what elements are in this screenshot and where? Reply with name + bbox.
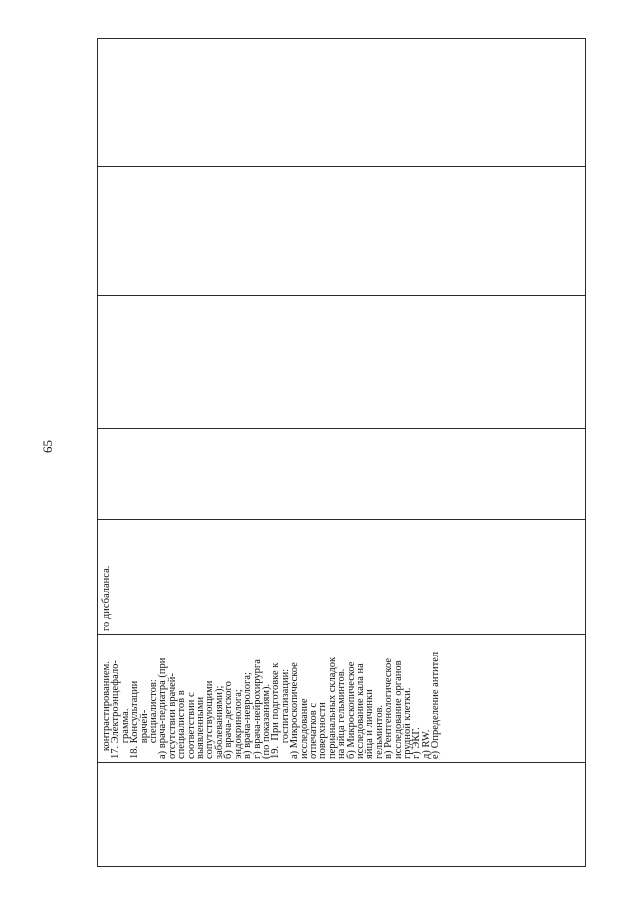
- table-column-empty-5: [98, 296, 586, 429]
- page-number: 65: [40, 440, 55, 453]
- table-column-empty-1: [98, 763, 586, 867]
- treatment-table: [97, 38, 586, 867]
- continuation-text: го дисбаланса.: [101, 565, 112, 631]
- table-column-continuation: [98, 520, 586, 635]
- table-column-empty-7: [98, 39, 586, 167]
- table-column-empty-6: [98, 167, 586, 296]
- table-column-empty-4: [98, 429, 586, 520]
- treatment-table-rotated: [98, 39, 586, 867]
- services-list-text: контрастированием. 17. Электроэнцефало- грамма. 18. Консультации врачей- специалистов: а) врача-педиатра (при отсутствии врачей- специалистов в соответствии с выявленными сопутствующими заболеваниями); б) врача-детского эндокринолога; в) врача-невролога; г) врача-нейрохирурга (по показаниям). 19. При подготовке к госпитализации: а) Микроскопическое исследование отпечатков с поверхности перианальных складок на яйца гельминтов. б) Микроскопическое исследование кала на яйца и личинки гельминтов. в) Рентгенологическое исследование органов грудной клетки. г) ЭКГ. д) RW. е) Определение антител: [101, 651, 442, 759]
- table-column-services: [98, 635, 586, 763]
